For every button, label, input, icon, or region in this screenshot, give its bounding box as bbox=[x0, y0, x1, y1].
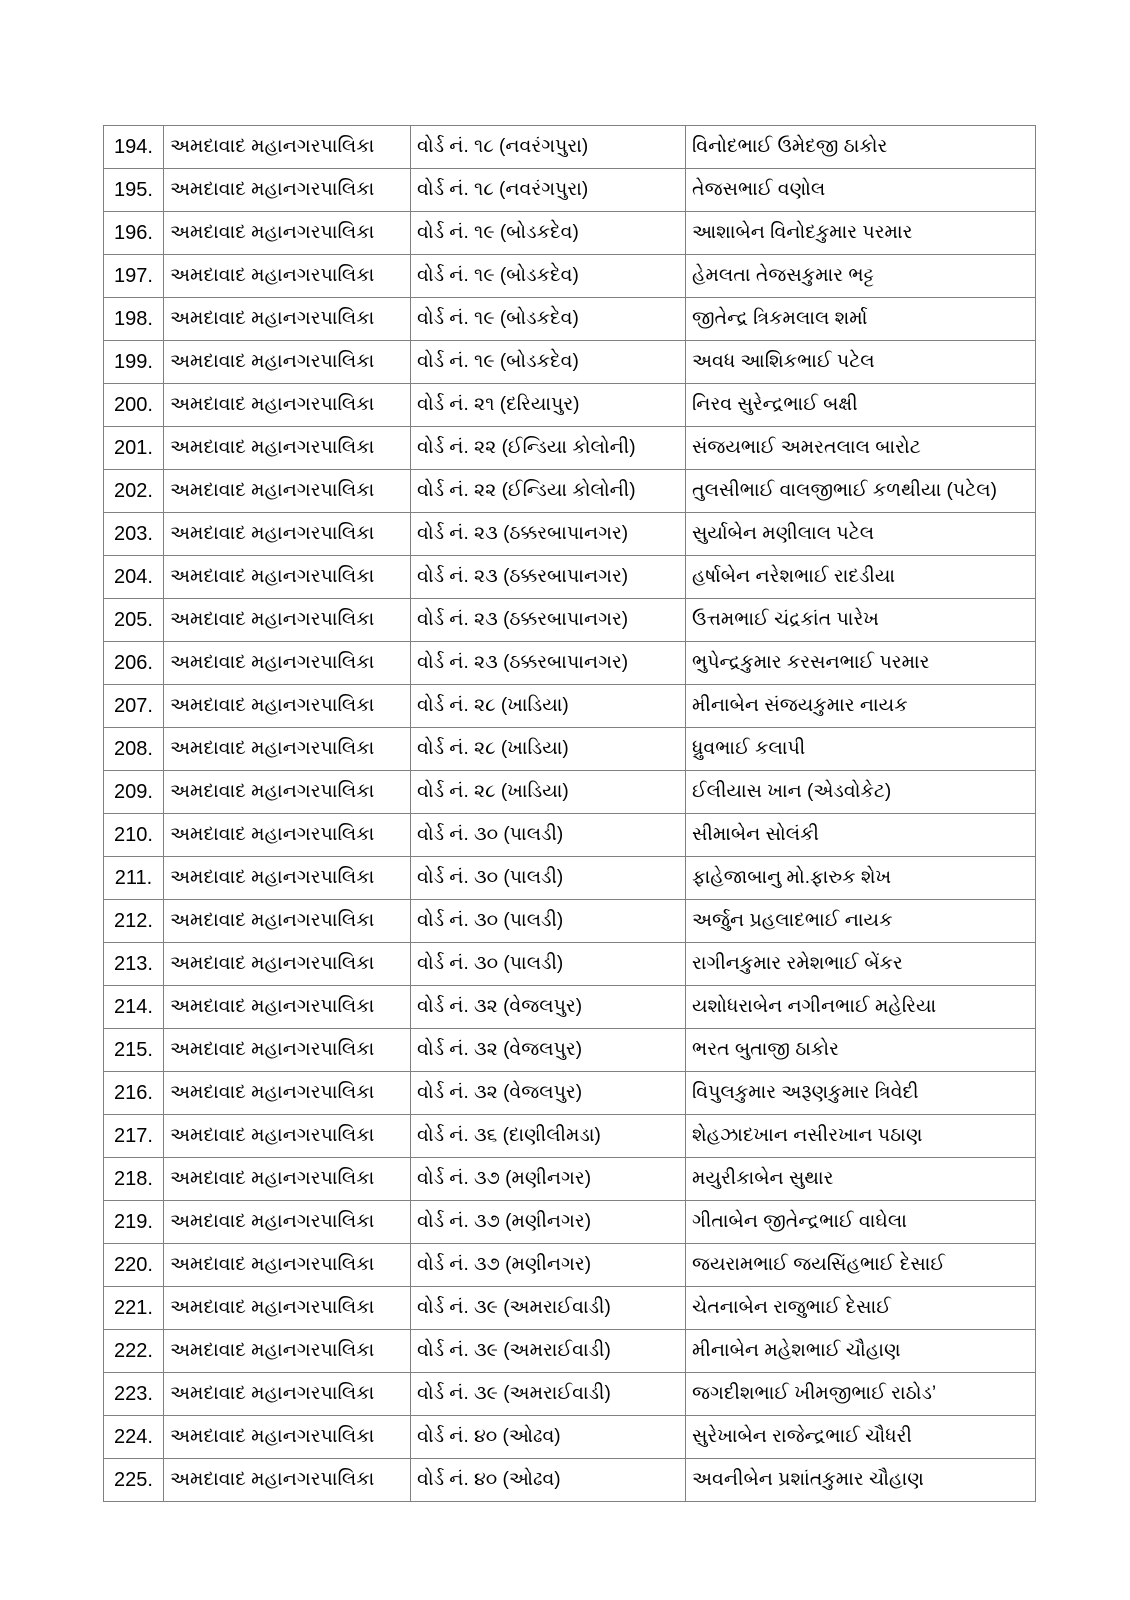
cell-candidate-name: અવનીબેન પ્રશાંતકુમાર ચૌહાણ bbox=[686, 1459, 1036, 1502]
table-row bbox=[104, 900, 1036, 943]
table-row bbox=[104, 470, 1036, 513]
table-row bbox=[104, 814, 1036, 857]
cell-local-body: અમદાવાદ મહાનગરપાલિકા bbox=[164, 341, 411, 384]
cell-local-body: અમદાવાદ મહાનગરપાલિકા bbox=[164, 255, 411, 298]
cell-ward: વોર્ડ નં. ૩૨ (વેજલપુર) bbox=[411, 986, 686, 1029]
cell-ward: વોર્ડ નં. ૩૨ (વેજલપુર) bbox=[411, 1072, 686, 1115]
cell-candidate-name: તેજસભાઈ વણોલ bbox=[686, 169, 1036, 212]
cell-ward: વોર્ડ નં. ૩૨ (વેજલપુર) bbox=[411, 1029, 686, 1072]
cell-serial-number: 197. bbox=[104, 255, 164, 298]
cell-local-body: અમદાવાદ મહાનગરપાલિકા bbox=[164, 298, 411, 341]
cell-ward: વોર્ડ નં. ૩૯ (અમરાઈવાડી) bbox=[411, 1330, 686, 1373]
table-row bbox=[104, 1244, 1036, 1287]
cell-serial-number: 214. bbox=[104, 986, 164, 1029]
cell-candidate-name: સુરેખાબેન રાજેન્દ્રભાઈ ચૌધરી bbox=[686, 1416, 1036, 1459]
cell-serial-number: 208. bbox=[104, 728, 164, 771]
cell-ward: વોર્ડ નં. ૩૦ (પાલડી) bbox=[411, 857, 686, 900]
cell-ward: વોર્ડ નં. ૧૯ (બોડકદેવ) bbox=[411, 341, 686, 384]
table-row bbox=[104, 986, 1036, 1029]
cell-ward: વોર્ડ નં. ૩૭ (મણીનગર) bbox=[411, 1244, 686, 1287]
cell-serial-number: 200. bbox=[104, 384, 164, 427]
cell-local-body: અમદાવાદ મહાનગરપાલિકા bbox=[164, 1158, 411, 1201]
cell-candidate-name: ભુપેન્દ્રકુમાર કરસનભાઈ પરમાર bbox=[686, 642, 1036, 685]
cell-local-body: અમદાવાદ મહાનગરપાલિકા bbox=[164, 771, 411, 814]
cell-local-body: અમદાવાદ મહાનગરપાલિકા bbox=[164, 1029, 411, 1072]
cell-ward: વોર્ડ નં. ૩૯ (અમરાઈવાડી) bbox=[411, 1287, 686, 1330]
cell-ward: વોર્ડ નં. ૨૮ (ખાડિયા) bbox=[411, 771, 686, 814]
cell-ward: વોર્ડ નં. ૨૩ (ઠક્કરબાપાનગર) bbox=[411, 599, 686, 642]
cell-candidate-name: વિપુલકુમાર અરૂણકુમાર ત્રિવેદી bbox=[686, 1072, 1036, 1115]
cell-local-body: અમદાવાદ મહાનગરપાલિકા bbox=[164, 900, 411, 943]
cell-ward: વોર્ડ નં. ૪૦ (ઓઢવ) bbox=[411, 1459, 686, 1502]
table-row bbox=[104, 1416, 1036, 1459]
cell-local-body: અમદાવાદ મહાનગરપાલિકા bbox=[164, 599, 411, 642]
table-row bbox=[104, 1115, 1036, 1158]
cell-ward: વોર્ડ નં. ૩૭ (મણીનગર) bbox=[411, 1158, 686, 1201]
cell-serial-number: 195. bbox=[104, 169, 164, 212]
table-row bbox=[104, 513, 1036, 556]
cell-candidate-name: અર્જુન પ્રહલાદભાઈ નાયક bbox=[686, 900, 1036, 943]
cell-serial-number: 222. bbox=[104, 1330, 164, 1373]
cell-local-body: અમદાવાદ મહાનગરપાલિકા bbox=[164, 126, 411, 169]
cell-local-body: અમદાવાદ મહાનગરપાલિકા bbox=[164, 1373, 411, 1416]
cell-candidate-name: મીનાબેન મહેશભાઈ ચૌહાણ bbox=[686, 1330, 1036, 1373]
cell-candidate-name: વિનોદભાઈ ઉમેદજી ઠાકોર bbox=[686, 126, 1036, 169]
cell-local-body: અમદાવાદ મહાનગરપાલિકા bbox=[164, 857, 411, 900]
table-row bbox=[104, 1330, 1036, 1373]
cell-ward: વોર્ડ નં. ૧૮ (નવરંગપુરા) bbox=[411, 126, 686, 169]
table-row bbox=[104, 298, 1036, 341]
cell-local-body: અમદાવાદ મહાનગરપાલિકા bbox=[164, 1287, 411, 1330]
cell-ward: વોર્ડ નં. ૩૦ (પાલડી) bbox=[411, 900, 686, 943]
cell-local-body: અમદાવાદ મહાનગરપાલિકા bbox=[164, 1244, 411, 1287]
candidate-roster-table-wrapper bbox=[103, 125, 1035, 1502]
table-row bbox=[104, 728, 1036, 771]
cell-local-body: અમદાવાદ મહાનગરપાલિકા bbox=[164, 685, 411, 728]
cell-ward: વોર્ડ નં. ૩૯ (અમરાઈવાડી) bbox=[411, 1373, 686, 1416]
cell-local-body: અમદાવાદ મહાનગરપાલિકા bbox=[164, 642, 411, 685]
cell-candidate-name: શેહઝાદખાન નસીરખાન પઠાણ bbox=[686, 1115, 1036, 1158]
cell-candidate-name: મયુરીકાબેન સુથાર bbox=[686, 1158, 1036, 1201]
candidate-roster-table bbox=[103, 125, 1036, 1502]
cell-candidate-name: જીતેન્દ્ર ત્રિકમલાલ શર્મા bbox=[686, 298, 1036, 341]
cell-serial-number: 201. bbox=[104, 427, 164, 470]
cell-serial-number: 207. bbox=[104, 685, 164, 728]
table-row bbox=[104, 341, 1036, 384]
cell-serial-number: 225. bbox=[104, 1459, 164, 1502]
cell-local-body: અમદાવાદ મહાનગરપાલિકા bbox=[164, 1459, 411, 1502]
cell-serial-number: 196. bbox=[104, 212, 164, 255]
cell-local-body: અમદાવાદ મહાનગરપાલિકા bbox=[164, 470, 411, 513]
cell-candidate-name: રાગીનકુમાર રમેશભાઈ બેંકર bbox=[686, 943, 1036, 986]
table-row bbox=[104, 384, 1036, 427]
cell-local-body: અમદાવાદ મહાનગરપાલિકા bbox=[164, 1115, 411, 1158]
cell-candidate-name: આશાબેન વિનોદકુમાર પરમાર bbox=[686, 212, 1036, 255]
cell-serial-number: 198. bbox=[104, 298, 164, 341]
table-row bbox=[104, 1029, 1036, 1072]
table-row bbox=[104, 212, 1036, 255]
cell-candidate-name: ગીતાબેન જીતેન્દ્રભાઈ વાઘેલા bbox=[686, 1201, 1036, 1244]
table-row bbox=[104, 169, 1036, 212]
cell-serial-number: 194. bbox=[104, 126, 164, 169]
cell-serial-number: 211. bbox=[104, 857, 164, 900]
cell-candidate-name: સીમાબેન સોલંકી bbox=[686, 814, 1036, 857]
cell-local-body: અમદાવાદ મહાનગરપાલિકા bbox=[164, 556, 411, 599]
table-row bbox=[104, 1072, 1036, 1115]
table-row bbox=[104, 1201, 1036, 1244]
cell-ward: વોર્ડ નં. ૩૬ (દાણીલીમડા) bbox=[411, 1115, 686, 1158]
cell-local-body: અમદાવાદ મહાનગરપાલિકા bbox=[164, 513, 411, 556]
cell-candidate-name: મીનાબેન સંજયકુમાર નાયક bbox=[686, 685, 1036, 728]
table-row bbox=[104, 685, 1036, 728]
table-row bbox=[104, 1459, 1036, 1502]
cell-serial-number: 213. bbox=[104, 943, 164, 986]
table-row bbox=[104, 1287, 1036, 1330]
cell-ward: વોર્ડ નં. ૨૩ (ઠક્કરબાપાનગર) bbox=[411, 642, 686, 685]
cell-candidate-name: સુર્યાબેન મણીલાલ પટેલ bbox=[686, 513, 1036, 556]
cell-ward: વોર્ડ નં. ૨૩ (ઠક્કરબાપાનગર) bbox=[411, 513, 686, 556]
cell-serial-number: 205. bbox=[104, 599, 164, 642]
cell-serial-number: 204. bbox=[104, 556, 164, 599]
cell-serial-number: 210. bbox=[104, 814, 164, 857]
cell-ward: વોર્ડ નં. ૨૨ (ઈન્ડિયા કોલોની) bbox=[411, 427, 686, 470]
cell-serial-number: 220. bbox=[104, 1244, 164, 1287]
table-row bbox=[104, 943, 1036, 986]
cell-candidate-name: તુલસીભાઈ વાલજીભાઈ કળથીયા (પટેલ) bbox=[686, 470, 1036, 513]
table-row bbox=[104, 126, 1036, 169]
cell-serial-number: 217. bbox=[104, 1115, 164, 1158]
cell-local-body: અમદાવાદ મહાનગરપાલિકા bbox=[164, 1072, 411, 1115]
cell-local-body: અમદાવાદ મહાનગરપાલિકા bbox=[164, 427, 411, 470]
cell-serial-number: 203. bbox=[104, 513, 164, 556]
table-row bbox=[104, 556, 1036, 599]
cell-ward: વોર્ડ નં. ૧૯ (બોડકદેવ) bbox=[411, 212, 686, 255]
cell-local-body: અમદાવાદ મહાનગરપાલિકા bbox=[164, 1330, 411, 1373]
cell-candidate-name: ફાહેજાબાનુ મો.ફારુક શેખ bbox=[686, 857, 1036, 900]
cell-local-body: અમદાવાદ મહાનગરપાલિકા bbox=[164, 169, 411, 212]
cell-local-body: અમદાવાદ મહાનગરપાલિકા bbox=[164, 1416, 411, 1459]
cell-local-body: અમદાવાદ મહાનગરપાલિકા bbox=[164, 1201, 411, 1244]
cell-serial-number: 216. bbox=[104, 1072, 164, 1115]
table-row bbox=[104, 427, 1036, 470]
table-row bbox=[104, 857, 1036, 900]
cell-ward: વોર્ડ નં. ૩૭ (મણીનગર) bbox=[411, 1201, 686, 1244]
table-row bbox=[104, 771, 1036, 814]
cell-serial-number: 212. bbox=[104, 900, 164, 943]
table-row bbox=[104, 599, 1036, 642]
cell-local-body: અમદાવાદ મહાનગરપાલિકા bbox=[164, 986, 411, 1029]
cell-serial-number: 202. bbox=[104, 470, 164, 513]
table-row bbox=[104, 1158, 1036, 1201]
cell-candidate-name: ઉત્તમભાઈ ચંદ્રકાંત પારેખ bbox=[686, 599, 1036, 642]
cell-ward: વોર્ડ નં. ૧૯ (બોડકદેવ) bbox=[411, 255, 686, 298]
cell-candidate-name: યશોધરાબેન નગીનભાઈ મહેરિયા bbox=[686, 986, 1036, 1029]
cell-local-body: અમદાવાદ મહાનગરપાલિકા bbox=[164, 814, 411, 857]
cell-ward: વોર્ડ નં. ૨૮ (ખાડિયા) bbox=[411, 728, 686, 771]
cell-ward: વોર્ડ નં. ૨૩ (ઠક્કરબાપાનગર) bbox=[411, 556, 686, 599]
cell-candidate-name: ધ્રુવભાઈ કલાપી bbox=[686, 728, 1036, 771]
candidate-roster-body bbox=[104, 126, 1036, 1502]
cell-local-body: અમદાવાદ મહાનગરપાલિકા bbox=[164, 212, 411, 255]
cell-local-body: અમદાવાદ મહાનગરપાલિકા bbox=[164, 384, 411, 427]
cell-ward: વોર્ડ નં. ૧૯ (બોડકદેવ) bbox=[411, 298, 686, 341]
cell-ward: વોર્ડ નં. ૨૮ (ખાડિયા) bbox=[411, 685, 686, 728]
cell-ward: વોર્ડ નં. ૩૦ (પાલડી) bbox=[411, 943, 686, 986]
cell-local-body: અમદાવાદ મહાનગરપાલિકા bbox=[164, 728, 411, 771]
cell-candidate-name: ભરત બુતાજી ઠાકોર bbox=[686, 1029, 1036, 1072]
cell-candidate-name: નિરવ સુરેન્દ્રભાઈ બક્ષી bbox=[686, 384, 1036, 427]
cell-candidate-name: હેમલતા તેજસકુમાર ભટ્ટ bbox=[686, 255, 1036, 298]
cell-candidate-name: જયરામભાઈ જયસિંહભાઈ દેસાઈ bbox=[686, 1244, 1036, 1287]
cell-serial-number: 199. bbox=[104, 341, 164, 384]
cell-candidate-name: હર્ષાબેન નરેશભાઈ રાદડીયા bbox=[686, 556, 1036, 599]
table-row bbox=[104, 255, 1036, 298]
cell-ward: વોર્ડ નં. ૨૧ (દરિયાપુર) bbox=[411, 384, 686, 427]
cell-serial-number: 224. bbox=[104, 1416, 164, 1459]
cell-serial-number: 223. bbox=[104, 1373, 164, 1416]
table-row bbox=[104, 1373, 1036, 1416]
cell-candidate-name: ઈલીયાસ ખાન (એડવોકેટ) bbox=[686, 771, 1036, 814]
cell-candidate-name: જગદીશભાઈ ખીમજીભાઈ રાઠોડ’ bbox=[686, 1373, 1036, 1416]
cell-serial-number: 215. bbox=[104, 1029, 164, 1072]
cell-ward: વોર્ડ નં. ૪૦ (ઓઢવ) bbox=[411, 1416, 686, 1459]
table-row bbox=[104, 642, 1036, 685]
cell-serial-number: 209. bbox=[104, 771, 164, 814]
cell-candidate-name: સંજયભાઈ અમરતલાલ બારોટ bbox=[686, 427, 1036, 470]
cell-ward: વોર્ડ નં. ૧૮ (નવરંગપુરા) bbox=[411, 169, 686, 212]
cell-candidate-name: ચેતનાબેન રાજુભાઈ દેસાઈ bbox=[686, 1287, 1036, 1330]
cell-ward: વોર્ડ નં. ૨૨ (ઈન્ડિયા કોલોની) bbox=[411, 470, 686, 513]
cell-local-body: અમદાવાદ મહાનગરપાલિકા bbox=[164, 943, 411, 986]
cell-ward: વોર્ડ નં. ૩૦ (પાલડી) bbox=[411, 814, 686, 857]
cell-candidate-name: અવધ આશિકભાઈ પટેલ bbox=[686, 341, 1036, 384]
cell-serial-number: 206. bbox=[104, 642, 164, 685]
cell-serial-number: 221. bbox=[104, 1287, 164, 1330]
cell-serial-number: 219. bbox=[104, 1201, 164, 1244]
cell-serial-number: 218. bbox=[104, 1158, 164, 1201]
